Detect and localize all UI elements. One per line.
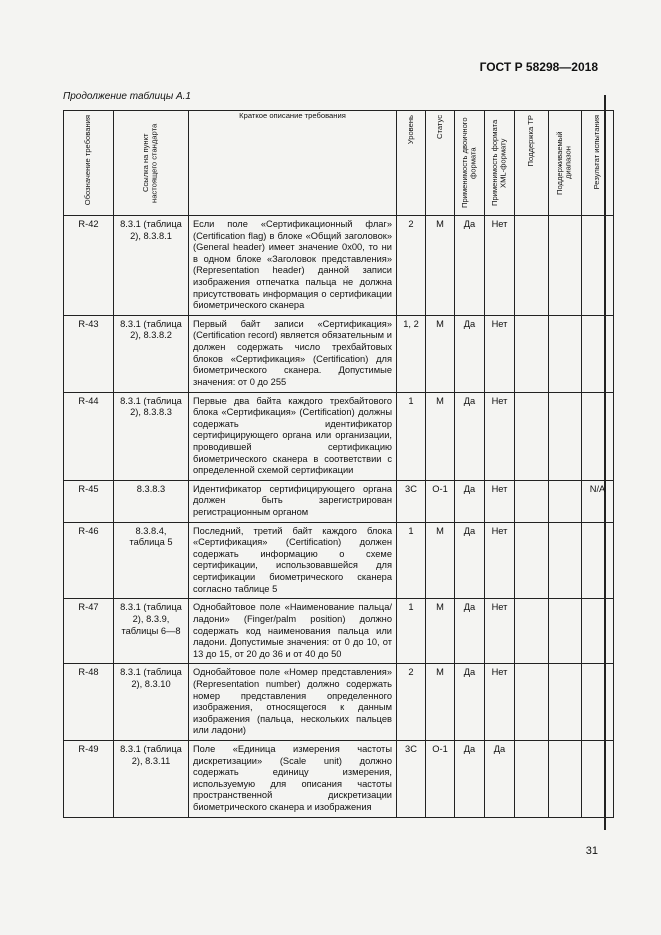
cell-xml: Нет — [485, 392, 515, 480]
col-header-status: Статус — [426, 111, 455, 216]
cell-desc: Если поле «Сертификационный флаг» (Certification flag) в блоке «Общий заголовок» (General header) имеет значение 0x00, то ни в одном блоке «Заголовок представления» (Representation header) данной записи изображения отпечатка пальца не должна присутствовать информация о сертификации биометрического сканера — [189, 216, 397, 316]
cell-range — [549, 522, 582, 599]
cell-tp — [515, 740, 549, 817]
col-header-id: Обозначение требования — [64, 111, 114, 216]
col-header-binary: Применимость двоичного формата — [455, 111, 485, 216]
cell-tp — [515, 664, 549, 741]
page-number: 31 — [585, 845, 598, 857]
cell-status: О-1 — [426, 480, 455, 522]
cell-id: R-43 — [64, 315, 114, 392]
cell-status: О-1 — [426, 740, 455, 817]
cell-status: М — [426, 216, 455, 316]
cell-tp — [515, 392, 549, 480]
cell-xml: Нет — [485, 599, 515, 664]
cell-result — [582, 664, 614, 741]
table-row — [64, 480, 614, 522]
cell-status: М — [426, 599, 455, 664]
cell-ref: 8.3.1 (таблица 2), 8.3.8.3 — [114, 392, 189, 480]
col-header-result: Результат испытания — [582, 111, 614, 216]
cell-level: 1 — [397, 599, 426, 664]
table-row — [64, 664, 614, 741]
cell-result: N/A — [582, 480, 614, 522]
cell-id: R-46 — [64, 522, 114, 599]
cell-desc: Последний, третий байт каждого блока «Сертификация» (Certification) должен содержать информацию о схеме сертификации, использовавшейся для сертификации биометрического сканера согласно таблице 5 — [189, 522, 397, 599]
col-header-tp: Поддержка ТР — [515, 111, 549, 216]
cell-tp — [515, 480, 549, 522]
cell-range — [549, 315, 582, 392]
cell-level: 1 — [397, 522, 426, 599]
cell-ref: 8.3.1 (таблица 2), 8.3.8.2 — [114, 315, 189, 392]
col-header-ref: Ссылка на пункт настоящего стандарта — [114, 111, 189, 216]
cell-ref: 8.3.1 (таблица 2), 8.3.11 — [114, 740, 189, 817]
cell-range — [549, 480, 582, 522]
table-header-row — [64, 111, 614, 216]
cell-tp — [515, 599, 549, 664]
col-header-range: Поддерживаемый диапазон — [549, 111, 582, 216]
cell-range — [549, 740, 582, 817]
col-header-xml: Применимость формата XML-формату — [485, 111, 515, 216]
cell-binary: Да — [455, 664, 485, 741]
cell-result — [582, 216, 614, 316]
cell-desc: Идентификатор сертифицирующего органа должен быть зарегистрирован регистрационным органом — [189, 480, 397, 522]
cell-binary: Да — [455, 216, 485, 316]
cell-result — [582, 740, 614, 817]
cell-xml: Нет — [485, 315, 515, 392]
cell-range — [549, 599, 582, 664]
cell-id: R-47 — [64, 599, 114, 664]
cell-xml: Нет — [485, 664, 515, 741]
cell-range — [549, 392, 582, 480]
cell-level: 1, 2 — [397, 315, 426, 392]
cell-level: 2 — [397, 216, 426, 316]
table-row — [64, 216, 614, 316]
cell-level: 3С — [397, 480, 426, 522]
cell-xml: Да — [485, 740, 515, 817]
cell-range — [549, 664, 582, 741]
cell-id: R-44 — [64, 392, 114, 480]
cell-desc: Первый байт записи «Сертификация» (Certification record) является обязательным и должен содержать число трехбайтовых блоков «Сертификация» (Certification) для биометрического сканера. Допустимые значения: от 0 до 255 — [189, 315, 397, 392]
cell-binary: Да — [455, 599, 485, 664]
cell-tp — [515, 522, 549, 599]
cell-desc: Однобайтовое поле «Наименование пальца/ладони» (Finger/palm position) должно содержать код наименования пальца или ладони. Допустимые значения: от 0 до 10, от 13 до 15, от 20 до 36 и от 40 до 50 — [189, 599, 397, 664]
cell-id: R-45 — [64, 480, 114, 522]
cell-ref: 8.3.8.3 — [114, 480, 189, 522]
cell-ref: 8.3.1 (таблица 2), 8.3.8.1 — [114, 216, 189, 316]
cell-status: М — [426, 315, 455, 392]
cell-ref: 8.3.1 (таблица 2), 8.3.10 — [114, 664, 189, 741]
cell-binary: Да — [455, 740, 485, 817]
table-row — [64, 392, 614, 480]
requirements-table — [63, 110, 614, 818]
cell-id: R-49 — [64, 740, 114, 817]
table-row — [64, 315, 614, 392]
cell-desc: Поле «Единица измерения частоты дискретизации» (Scale unit) должно содержать единицу измерения, используемую для описания частоты пространственной дискретизации биометрического сканера и изображения — [189, 740, 397, 817]
cell-status: М — [426, 522, 455, 599]
col-header-desc: Краткое описание требования — [189, 111, 397, 216]
cell-desc: Первые два байта каждого трехбайтового блока «Сертификация» (Certification) должны содержать идентификатор сертифицирующего органа или организации, проводившей сертификацию биометрического сканера в соответствии с определенной схемой сертификации — [189, 392, 397, 480]
cell-id: R-48 — [64, 664, 114, 741]
cell-binary: Да — [455, 480, 485, 522]
col-header-level: Уровень — [397, 111, 426, 216]
cell-xml: Нет — [485, 216, 515, 316]
cell-xml: Нет — [485, 480, 515, 522]
table-caption: Продолжение таблицы А.1 — [63, 91, 191, 102]
table-row — [64, 740, 614, 817]
table-row — [64, 599, 614, 664]
cell-status: М — [426, 664, 455, 741]
cell-id: R-42 — [64, 216, 114, 316]
cell-range — [549, 216, 582, 316]
cell-binary: Да — [455, 315, 485, 392]
cell-ref: 8.3.1 (таблица 2), 8.3.9, таблицы 6—8 — [114, 599, 189, 664]
cell-result — [582, 315, 614, 392]
cell-tp — [515, 315, 549, 392]
cell-level: 2 — [397, 664, 426, 741]
cell-result — [582, 599, 614, 664]
cell-result — [582, 392, 614, 480]
cell-binary: Да — [455, 392, 485, 480]
cell-tp — [515, 216, 549, 316]
cell-result — [582, 522, 614, 599]
cell-level: 3С — [397, 740, 426, 817]
cell-xml: Нет — [485, 522, 515, 599]
cell-desc: Однобайтовое поле «Номер представления» (Representation number) должно содержать номер представления определенного изображения, относящегося к данным изображения (пальца, нескольких пальцев или ладони) — [189, 664, 397, 741]
cell-status: М — [426, 392, 455, 480]
cell-level: 1 — [397, 392, 426, 480]
table-row — [64, 522, 614, 599]
cell-ref: 8.3.8.4, таблица 5 — [114, 522, 189, 599]
cell-binary: Да — [455, 522, 485, 599]
standard-code: ГОСТ Р 58298—2018 — [479, 60, 598, 74]
